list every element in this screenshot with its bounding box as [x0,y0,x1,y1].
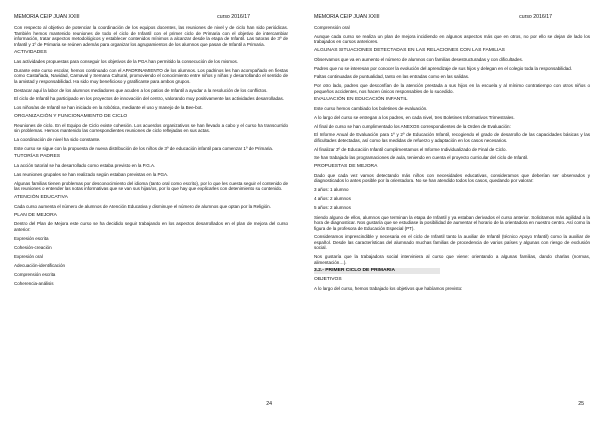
page-number: 25 [578,401,584,407]
page-content [14,25,288,287]
list-item: Cohesión-creación [14,244,52,250]
paragraph: Nos gustaría que la trabajadora social interviniera al curso que viene: orientando a algunas familias, dando charlas (normas, alimentación…). [314,254,590,265]
paragraph: Las reuniones grupales se han realizado según estaban previstas en la PGA. [14,172,169,178]
paragraph: Durante este curso escolar, hemos continuado con el APADRINAMIENTO de los alumnos. Los padrinos les han acompañado en fiestas como Castañada, Navidad, Carnaval y Semana Cultural, promoviendo el conocimiento entre niños y niñas y desarrollando el sentido de la amistad y responsabilidad. Ha sido muy beneficioso y gratificante para ambos grupos. [14,67,288,84]
paragraph: Reuniones de ciclo. En el Equipo de Ciclo existe cohesión. Los acuerdos organizativos se han llevado a cabo y el curso ha transcurrido sin problemas. Hemos mantenido las correspondientes reuniones de ciclo reflejadas en sus actas. [14,122,288,134]
paragraph: Algunas familias tienen problemas por desconocimiento del idioma (tanto oral como escrito), por lo que les cuesta seguir el contenido de las reuniones o entender las notas informativas que se van sus hijas/os, por lo que hay que explicarles con detenimiento su contenido. [14,180,288,192]
page-right [300,0,600,424]
paragraph: Al finalizar 3º de Educación Infantil cumplimentamos el Informe Individualizado de Final de Ciclo. [314,146,507,152]
section-heading: OBJETIVOS [314,277,342,283]
paragraph: Dado que cada vez vamos detectando más niños con necesidades educativas, consideramos que deberían ser observados y diagnosticados lo antes posible por la orientadora. No se han atendido todos los casos, quedando por valorar: [314,172,590,184]
paragraph: A lo largo del curso se entregan a los padres, en cada nivel, tres Boletines Informativos Trimestrales. [314,114,515,120]
paragraph: A lo largo del curso, hemos trabajado los objetivos que habíamos previsto: [314,286,463,292]
paragraph: Los niños/as de Infantil se han iniciado en la robótica, mediante el uso y manejo de la Bee-bot. [14,105,203,111]
page-header [314,14,590,21]
paragraph: Se han trabajado las programaciones de aula, teniendo en cuenta el proyecto curricular del ciclo de Infantil. [314,155,529,161]
paragraph: El ciclo de Infantil ha participado en los proyectos de innovación del centro, valorando muy positivamente las actividades desarrolladas. [14,96,284,102]
section-heading: ACTIVIDADES [14,50,47,56]
header-school-name: MEMORIA CEIP JUAN XXIII [314,14,380,20]
header-school-name: MEMORIA CEIP JUAN XXIII [14,14,80,20]
section-heading: ATENCIÓN EDUCATIVA [14,195,68,201]
page-header [14,14,288,21]
paragraph: Comprensión oral [314,25,350,30]
page-content [314,25,590,292]
list-item: Comprensión escrita [14,272,56,278]
paragraph: Observamos que va en aumento el número de alumnos con familias desestructuradas y con dificultades. [314,56,524,62]
list-item: Expresión escrita [14,235,49,241]
paragraph: La acción tutorial se ha desarrollado como estaba previsto en la P.G.A. [14,163,156,169]
section-heading: ALGUNAS SITUACIONES DETECTADAS EN LAS RELACIONES CON LAS FAMILIAS [314,48,505,54]
list-item: Adecuación-identificación [14,263,66,269]
section-heading: PLAN DE MEJORA [14,212,57,218]
paragraph: Este curso se sigue con la propuesta de nueva distribución de los niños de 3º de educación infantil para comenzar 1º de Primaria. [14,145,274,151]
paragraph: La coordinación de nivel ha sido constante. [14,137,101,143]
list-item: Coherencia-análisis [14,281,54,287]
paragraph: Por otro lado, padres que desconfían de la atención prestada a sus hijos en la escuela y al mínimo contratiempo con otros niños o pequeños accidentes, nos hacen únicos responsables de lo sucedido. [314,83,590,94]
paragraph: Las actividades propuestas para conseguir los objetivos de la PGA han permitido la consecución de los mismos. [14,59,239,65]
paragraph: Con respecto al objetivo de potenciar la coordinación de los equipos docentes, las reuniones de nivel y de ciclo han sido periódicas. También hemos mantenido reuniones de todo el ciclo de Infantil con el primer ciclo de Primaria con el objetivo de intercambiar información, tratar aspectos metodológicos y establecer contenidos mínimos a alcanzar desde la etapa de Infantil. Las tutoras de 3º de Infantil y 1º de Primaria se reúnen además para organizar los agrupamientos de los alumnos que pasan de Infantil a Primaria. [14,25,288,47]
paragraph: Padres que no se interesan por conocer la evolución del aprendizaje de sus hijos y delegan en el colegio toda la responsabilidad. [314,65,573,71]
paragraph: Este curso hemos cambiado los boletines de evaluación. [314,106,428,112]
list-item: 4 años: 2 alumnos [314,196,351,202]
header-course-year: curso 2016/17 [217,14,250,20]
paragraph: Faltas continuadas de puntualidad, tanto en las entradas como en las salidas. [314,74,470,80]
section-heading: PROPUESTAS DE MEJORA [314,164,378,170]
section-heading: ORGANIZACIÓN Y FUNCIONAMIENTO DE CICLO [14,113,128,119]
chapter-heading: 3.2.- PRIMER CICLO DE PRIMARIA [314,268,440,274]
list-item: 5 años: 2 alumnos [314,205,351,211]
section-heading: TUTORÍAS PADRES [14,154,61,160]
list-item: Expresión oral [14,253,43,259]
section-heading: EVALUACIÓN EN EDUCACIÓN INFANTIL [314,97,408,103]
paragraph: Aunque cada curso se realiza un plan de mejora incidiendo en algunos aspectos más que en otros, no por ello se dejan de lado los trabajados en cursos anteriores. [314,33,590,45]
list-item: 3 años: 1 alumno [314,187,349,193]
paragraph: Al final de curso se han cumplimentado los ANEXOS correspondientes de la Orden de Evaluación: [314,123,511,129]
paragraph: Consideramos imprescindible y necesaria en el ciclo de Infantil tanto la auxiliar de Infantil (técnico Apoyo Infantil) como la auxiliar de español. Desde las características del alumnado muchas familias de procedencia de varios países y algunas con riesgo de exclusión social. [314,234,590,251]
paragraph: Destacar aquí la labor de los alumnos mediadores que acuden a los patios de Infantil a ayudar a la resolución de los conflictos. [14,87,268,93]
paragraph: Siendo alguno de ellos, alumnos que terminan la etapa de Infantil y ya estaban derivados el curso anterior. Solicitamos más agilidad a la hora de diagnosticar. Nos gustaría que se estudiase la posibilidad de aumentar el horario de la orientadora en nuestro centro. Así como la figura de la profesora de Educación Especial (PT). [314,214,590,231]
paragraph: El Informe Anual de Evaluación para 1º y 2º de Educación Infantil, recogiendo el grado de desarrollo de las capacidades básicas y las dificultades detectadas, así como las medidas de refuerzo y adaptación en los casos necesarios. [314,132,590,143]
paragraph: Dentro del Plan de Mejora este curso se ha decidido seguir trabajando en los aspectos desarrollados en el plan de mejora del curso anterior: [14,221,288,232]
header-course-year: curso 2016/17 [519,14,552,20]
page-number: 24 [266,401,272,407]
paragraph: Cada curso aumenta el número de alumnos de Atención Educativa y disminuye el número de alumnos que optan por la Religión. [14,203,271,209]
